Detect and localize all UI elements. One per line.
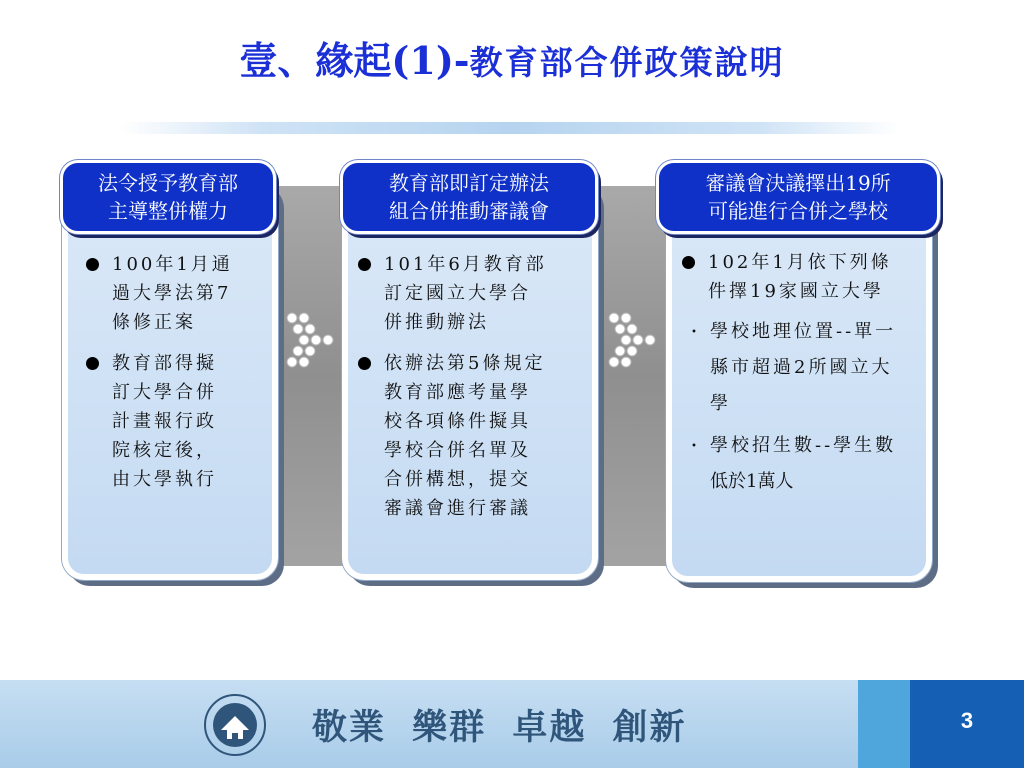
school-emblem-icon xyxy=(200,690,290,760)
title-main: 壹、緣起(1)- xyxy=(239,38,470,83)
list-item xyxy=(354,250,594,337)
sub-bullet-icon: ・ xyxy=(686,436,703,455)
panel-3-sublist xyxy=(684,314,934,506)
list-item-line: 條修正案 xyxy=(112,312,196,333)
bullet-icon xyxy=(682,256,695,269)
list-item-line: 審議會進行審議 xyxy=(384,498,531,519)
list-item-line: 學校合併名單及 xyxy=(384,440,531,461)
list-item-line: 100年1月通 xyxy=(112,254,233,275)
list-item-line: 計畫報行政 xyxy=(112,411,217,432)
list-item xyxy=(82,250,268,337)
dotted-chevron-arrow-icon xyxy=(606,310,666,370)
list-item-line: 訂定國立大學合 xyxy=(384,283,531,304)
list-item xyxy=(678,248,918,306)
page-number: 3 xyxy=(960,708,974,733)
bullet-icon xyxy=(86,357,99,370)
panel-3-header-line: 審議會決議擇出19所 xyxy=(705,171,891,195)
sub-item-line: 縣市超過2所國立大 xyxy=(710,357,893,378)
bullet-icon xyxy=(358,258,371,271)
sub-item-line: 學校招生數--學生數 xyxy=(710,435,897,456)
slide-title xyxy=(0,38,1024,83)
dotted-chevron-arrow-icon xyxy=(284,310,344,370)
list-item-line: 訂大學合併 xyxy=(112,382,217,403)
footer-motto: 敬業 樂群 卓越 創新 xyxy=(312,708,687,748)
title-underline xyxy=(120,122,900,134)
list-item xyxy=(354,349,594,523)
list-item-line: 件擇19家國立大學 xyxy=(708,281,884,302)
panel-2-header xyxy=(340,160,598,234)
title-sub: 教育部合併政策說明 xyxy=(469,43,785,82)
bullet-icon xyxy=(358,357,371,370)
panel-1-header xyxy=(60,160,276,234)
list-item-line: 教育部應考量學 xyxy=(384,382,531,403)
panel-3-header xyxy=(656,160,940,234)
footer-accent xyxy=(858,680,910,768)
sub-item-line: 低於1萬人 xyxy=(710,471,794,492)
panel-2-list xyxy=(354,250,594,535)
panel-1-header-line: 法令授予教育部 xyxy=(98,171,238,195)
bullet-icon xyxy=(86,258,99,271)
list-item-line: 校各項條件擬具 xyxy=(384,411,531,432)
list-item-line: 院核定後， xyxy=(112,440,217,461)
sub-bullet-icon: ・ xyxy=(686,322,703,341)
sub-item-line: 學校地理位置--單一 xyxy=(710,321,897,342)
list-item-line: 由大學執行 xyxy=(112,469,217,490)
panel-3-list xyxy=(678,248,918,318)
panel-3-header-line: 可能進行合併之學校 xyxy=(708,199,888,223)
list-item-line: 依辦法第5條規定 xyxy=(384,353,546,374)
list-item-line: 併推動辦法 xyxy=(384,312,489,333)
list-item-line: 教育部得擬 xyxy=(112,353,217,374)
panel-2-header-line: 教育部即訂定辦法 xyxy=(389,171,549,195)
panel-1-list xyxy=(82,250,268,506)
sub-item-line: 學 xyxy=(710,393,728,414)
list-item-line: 過大學法第7 xyxy=(112,283,232,304)
list-item-line: 合併構想，提交 xyxy=(384,469,531,490)
panel-2-header-line: 組合併推動審議會 xyxy=(389,199,549,223)
sub-list-item xyxy=(684,428,934,500)
list-item-line: 101年6月教育部 xyxy=(384,254,547,275)
list-item-line: 102年1月依下列條 xyxy=(708,252,892,273)
list-item xyxy=(82,349,268,494)
panel-1-header-line: 主導整併權力 xyxy=(108,199,228,223)
sub-list-item xyxy=(684,314,934,422)
